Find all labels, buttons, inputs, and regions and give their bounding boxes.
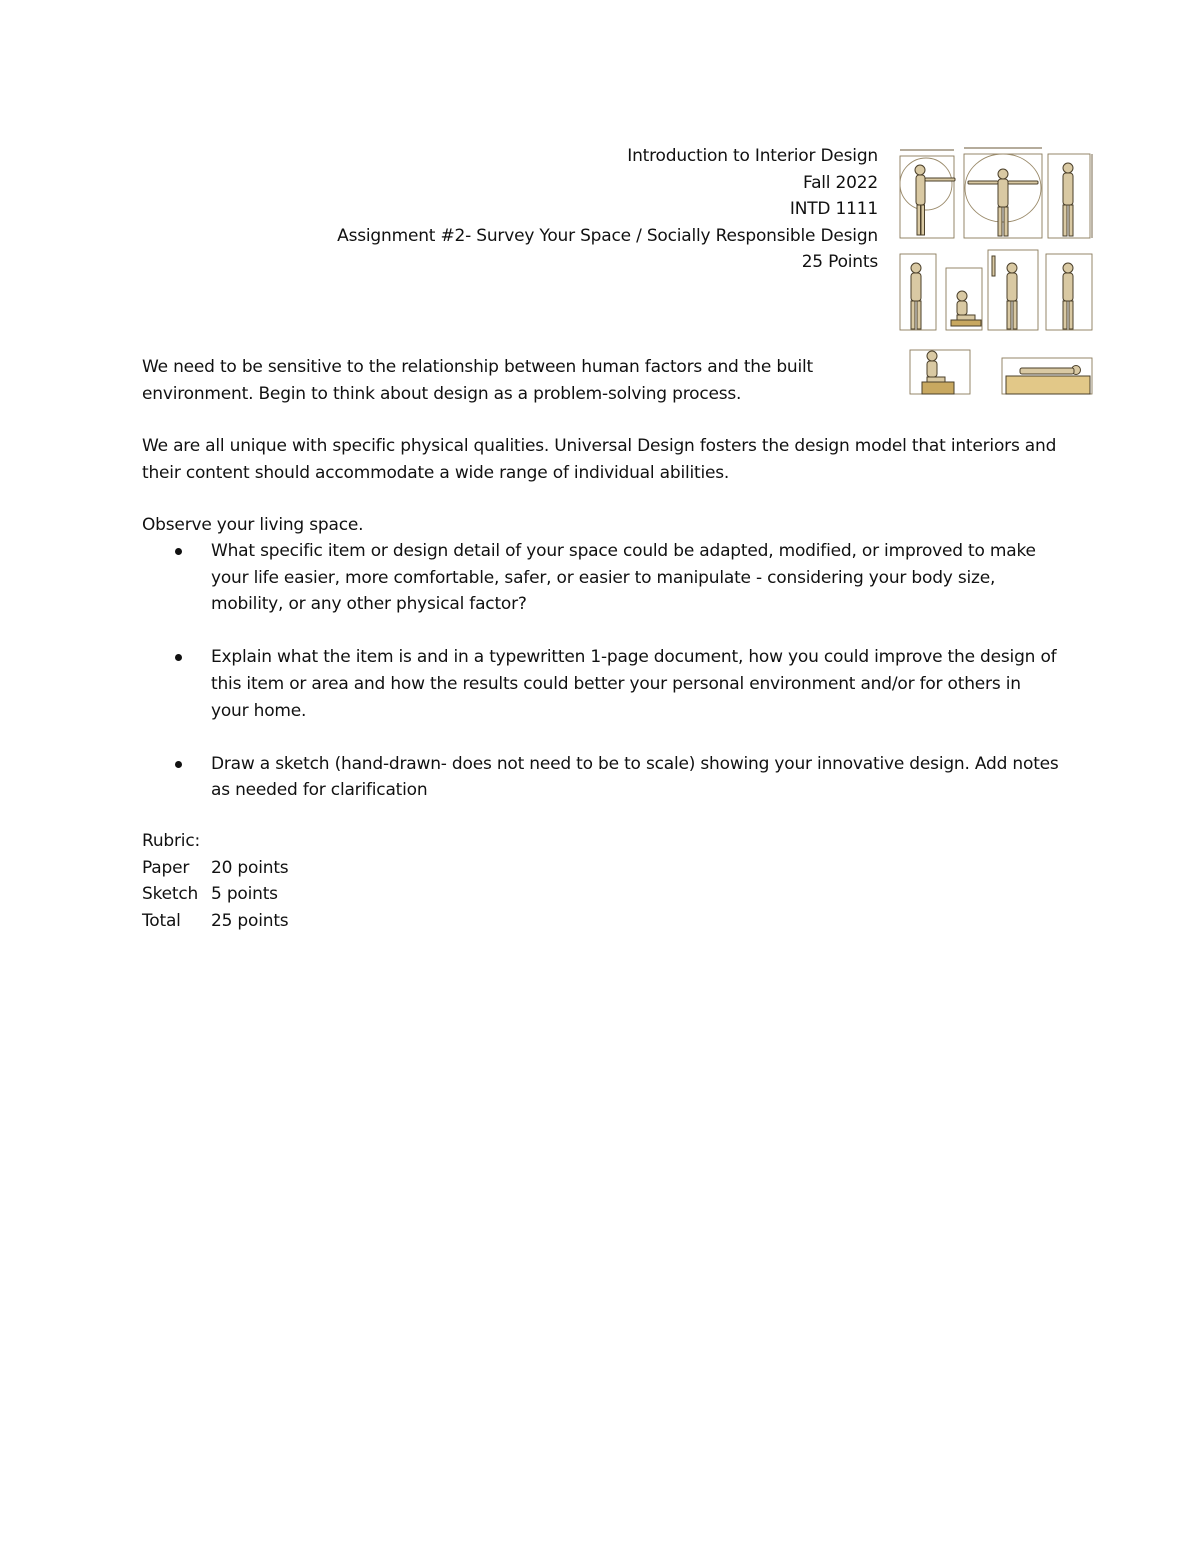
list-item-text: What specific item or design detail of your space could be adapted, modified, or improved to make your life easier, more comfortable, safer, or easier to manipulate - considering your body size, mobility, or any other physical factor? (211, 541, 1036, 615)
term: Fall 2022 (803, 172, 878, 193)
bullet-icon (175, 654, 182, 661)
list-item (142, 644, 1062, 724)
course-code: INTD 1111 (789, 199, 878, 220)
list-item (142, 751, 1062, 804)
rubric-value: 5 points (211, 884, 278, 905)
rubric-value: 25 points (211, 910, 289, 931)
bullet-icon (175, 761, 182, 768)
rubric-label: Paper (142, 857, 190, 878)
list-item-text: Draw a sketch (hand-drawn- does not need to be to scale) showing your innovative design. Add notes as needed for clarification (211, 753, 1059, 801)
rubric-value: 20 points (211, 857, 289, 878)
list-item-text: Explain what the item is and in a typewritten 1-page document, how you could improve the design of this item or area and how the results could better your personal environment and/or for others in your home. (211, 647, 1057, 721)
list-item (142, 538, 1062, 618)
universal-design-paragraph: We are all unique with specific physical qualities. Universal Design fosters the design model that interiors and their content should accommodate a wide range of individual abilities. (142, 436, 1057, 483)
table-row (142, 881, 288, 908)
rubric-table (142, 855, 288, 935)
rubric-section (142, 828, 288, 934)
bullet-icon (175, 548, 182, 555)
table-row (142, 908, 288, 935)
observe-line: Observe your living space. (142, 515, 364, 535)
course-title: Introduction to Interior Design (627, 146, 878, 166)
rubric-label: Sketch (142, 884, 199, 905)
assignment-title: Assignment #2- Survey Your Space / Socially Responsible Design (337, 225, 878, 246)
instructions-list (142, 538, 1062, 831)
rubric-title: Rubric: (142, 831, 201, 851)
table-row (142, 855, 288, 882)
document-header (337, 143, 878, 276)
assignment-points: 25 Points (801, 252, 878, 273)
rubric-label: Total (142, 910, 181, 931)
intro-paragraph: We need to be sensitive to the relationship between human factors and the built environment. Begin to think about design as a problem-solving process. (142, 357, 814, 404)
anthropometric-figures-illustration (896, 144, 1096, 400)
